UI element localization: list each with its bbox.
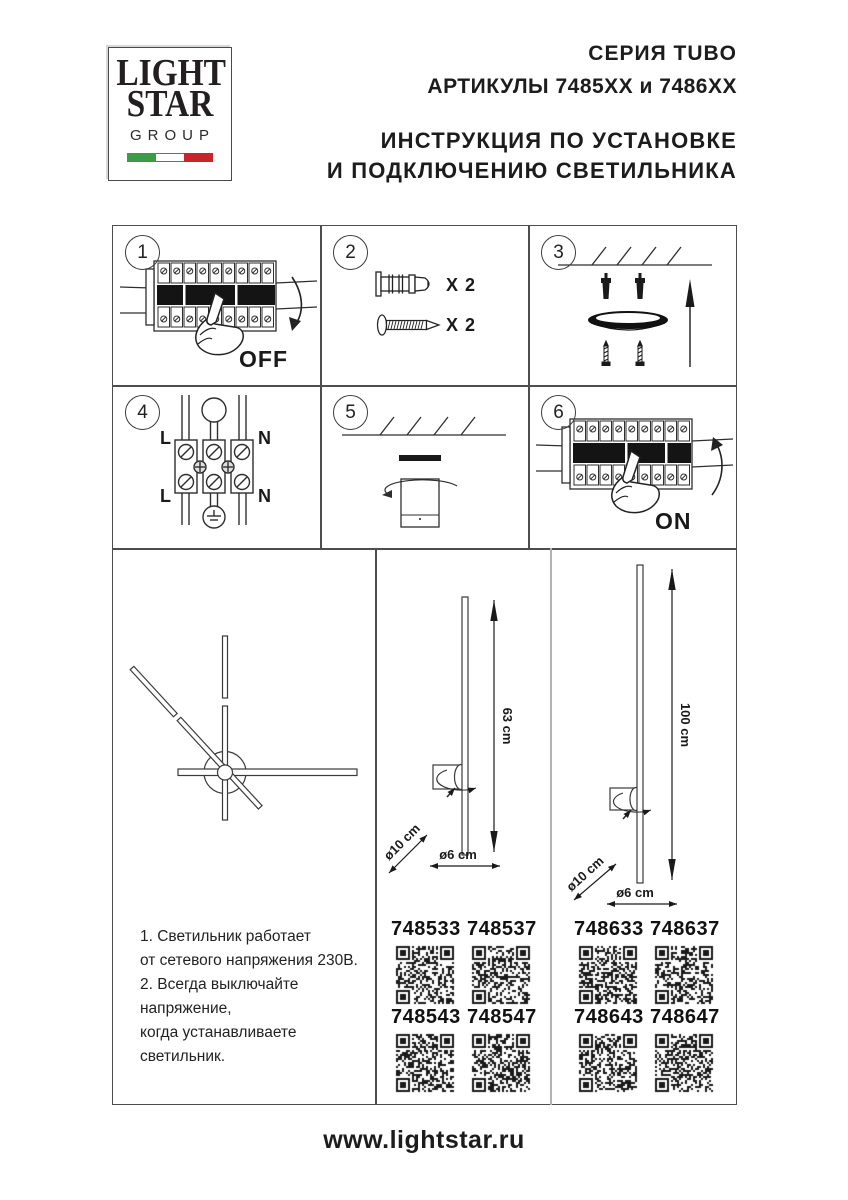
instruction-title-line2: И ПОДКЛЮЧЕНИЮ СВЕТИЛЬНИКА: [326, 157, 737, 183]
lamp-tube-icon: [637, 565, 643, 883]
lamp-tube-icon: [462, 597, 468, 855]
arrow-up-curve: [712, 443, 722, 495]
instruction-title-line1: ИНСТРУКЦИЯ ПО УСТАНОВКЕ: [380, 128, 737, 153]
arrow-down-curve: [292, 277, 301, 325]
qr-code: [653, 944, 715, 1006]
lamp-100-panel: [550, 548, 737, 1105]
note-line-2: от сетевого напряжения 230В.: [140, 952, 358, 970]
step-5-number: 5: [333, 395, 368, 430]
product-748633: [574, 918, 642, 1011]
screw-icon: [378, 315, 440, 335]
step-1-cell: [112, 225, 320, 385]
tube-diameter-label: ø6 cm: [616, 885, 654, 900]
product-748643: [574, 1006, 642, 1099]
mount-diameter-label: ø10 cm: [563, 853, 607, 895]
lamp-100-drawing: [550, 548, 737, 908]
screws-icons: [602, 341, 644, 366]
step-1-number: 1: [125, 235, 160, 270]
step-5-cell: [320, 385, 528, 548]
label-n-bottom: N: [258, 486, 271, 506]
note-line-4: когда устанавливаете светильник.: [140, 1024, 297, 1066]
height-dimension-label: 63 cm: [500, 707, 515, 745]
qr-code: [470, 1032, 532, 1094]
logo-group-label: GROUP: [129, 127, 215, 145]
qr-code: [653, 1032, 715, 1094]
logo-star: STAR: [126, 83, 214, 126]
qr-code: [470, 944, 532, 1006]
lamp-cross-diagram: [112, 548, 375, 893]
arrow-up-icon: [686, 279, 695, 367]
wall-plug-icon: [376, 272, 429, 296]
step-2-cell: [320, 225, 528, 385]
plug-qty-label: X 2: [446, 275, 477, 295]
tube-diameter-label: ø6 cm: [439, 847, 477, 862]
product-code: 748643: [574, 1006, 644, 1028]
height-dimension-label: 100 cm: [678, 702, 693, 748]
document-header: [327, 42, 737, 185]
product-code: 748647: [650, 1006, 720, 1028]
mounting-ring-icon: [588, 311, 668, 330]
articles-line: АРТИКУЛЫ 7485ХХ и 7486ХХ: [427, 75, 737, 98]
dowels-icons: [601, 273, 645, 299]
series-title: СЕРИЯ TUBO: [588, 42, 737, 65]
product-748537: [467, 918, 535, 1011]
product-code: 748533: [391, 918, 461, 940]
product-748533: [391, 918, 459, 1011]
ground-symbol-icon: [203, 506, 225, 528]
product-code: 748633: [574, 918, 644, 940]
note-line-3: 2. Всегда выключайте напряжение,: [140, 976, 299, 1018]
qr-code: [394, 1032, 456, 1094]
logo-wordmark: [116, 52, 226, 126]
product-code: 748543: [391, 1006, 461, 1028]
website-url: www.lightstar.ru: [323, 1126, 525, 1154]
screw-qty-label: X 2: [446, 315, 477, 335]
product-code: 748547: [467, 1006, 537, 1028]
product-748637: [650, 918, 718, 1011]
step-4-cell: [112, 385, 320, 548]
step-4-number: 4: [125, 395, 160, 430]
logo-light: LIGHT: [116, 52, 226, 94]
step-3-number: 3: [541, 235, 576, 270]
label-l-top: L: [160, 428, 171, 448]
step-2-number: 2: [333, 235, 368, 270]
product-code: 748537: [467, 918, 537, 940]
mount-diameter-label: ø10 cm: [380, 820, 423, 863]
off-label: OFF: [239, 346, 288, 372]
label-l-bottom: L: [160, 486, 171, 506]
step-6-number: 6: [541, 395, 576, 430]
qr-code: [577, 944, 639, 1006]
lamp-63-panel: [375, 548, 550, 1105]
product-748647: [650, 1006, 718, 1099]
product-748543: [391, 1006, 459, 1099]
label-n-top: N: [258, 428, 271, 448]
safety-notes: [140, 925, 370, 1069]
note-line-1: 1. Светильник работает: [140, 928, 311, 945]
product-code: 748637: [650, 918, 720, 940]
qr-code: [394, 944, 456, 1006]
mounting-plate-icon: [399, 455, 441, 461]
step-3-cell: [528, 225, 737, 385]
on-label: ON: [655, 508, 692, 534]
canopy-icon: [401, 479, 439, 527]
italian-flag-bar: [127, 153, 213, 162]
qr-code: [577, 1032, 639, 1094]
lightstar-logo: [108, 47, 232, 181]
step-6-cell: [528, 385, 737, 548]
product-748547: [467, 1006, 535, 1099]
lamp-63-drawing: [375, 548, 550, 908]
